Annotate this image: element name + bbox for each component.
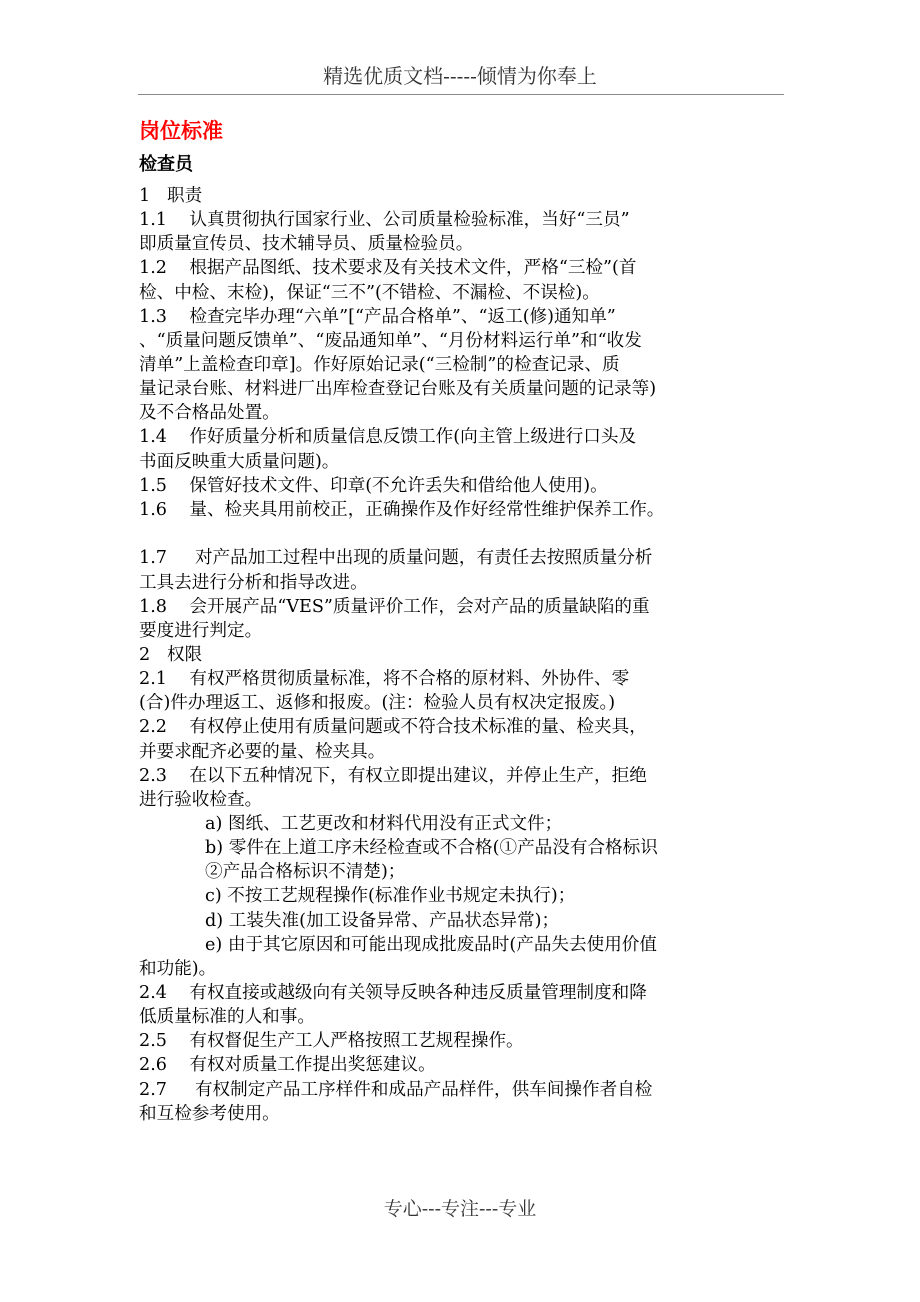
paragraph-line: 1.1 认真贯彻执行国家行业、公司质量检验标准，当好“三员”: [139, 210, 630, 231]
paragraph-line: (合)件办理返工、返修和报废。(注：检验人员有权决定报废。): [139, 693, 616, 714]
paragraph-line: 量记录台账、材料进厂出库检查登记台账及有关质量问题的记录等): [139, 379, 657, 400]
paragraph-line: 并要求配齐必要的量、检夹具。: [139, 741, 386, 762]
document-subtitle: 检查员: [139, 154, 193, 175]
paragraph-line: 1.3 检查完毕办理“六单”[“产品合格单”、“返工(修)通知单”: [139, 306, 616, 327]
paragraph-line: 低质量标准的人和事。: [139, 1007, 315, 1028]
paragraph-line: 工具去进行分析和指导改进。: [139, 572, 368, 593]
paragraph-line: 和互检参考使用。: [139, 1103, 280, 1124]
paragraph-line: 即质量宣传员、技术辅导员、质量检验员。: [139, 234, 474, 255]
blank-line: [139, 522, 784, 547]
page-footer: 专心---专注---专业: [383, 1198, 537, 1220]
paragraph-line: 、“质量问题反馈单”、“废品通知单”、“月份材料运行单”和“收发: [139, 330, 642, 351]
list-item: e) 由于其它原因和可能出现成批废品时(产品失去使用价值: [205, 934, 657, 955]
paragraph-line: 2.1 有权严格贯彻质量标准，将不合格的原材料、外协件、零: [139, 669, 630, 690]
paragraph-line: 1.5 保管好技术文件、印章(不允许丢失和借给他人使用)。: [139, 475, 608, 496]
section-heading-duties: 1 职责: [139, 186, 203, 206]
paragraph-line: 2.7 有权制定产品工序样件和成品产品样件，供车间操作者自检: [139, 1079, 653, 1100]
paragraph-line: 和功能)。: [139, 958, 217, 979]
document-body: [139, 184, 784, 1126]
paragraph-line: 进行验收检查。: [139, 789, 263, 810]
paragraph-line: 检、中检、末检)，保证“三不”(不错检、不漏检、不误检)。: [139, 282, 600, 303]
paragraph-line: 1.6 量、检夹具用前校正，正确操作及作好经常性维护保养工作。: [139, 499, 665, 520]
list-item: c) 不按工艺规程操作(标准作业书规定未执行)；: [205, 886, 576, 907]
paragraph-line: 2.3 在以下五种情况下，有权立即提出建议，并停止生产，拒绝: [139, 765, 647, 786]
paragraph-line: 1.2 根据产品图纸、技术要求及有关技术文件，严格“三检”(首: [139, 258, 637, 279]
paragraph-line: 1.4 作好质量分析和质量信息反馈工作(向主管上级进行口头及: [139, 427, 637, 448]
list-item: d) 工装失准(加工设备异常、产品状态异常)；: [205, 910, 560, 931]
paragraph-line: 书面反映重大质量问题)。: [139, 451, 340, 472]
header-divider: [138, 94, 784, 95]
paragraph-line: 及不合格品处置。: [139, 403, 280, 424]
paragraph-line: 清单”上盖检查印章]。作好原始记录(“三检制”的检查记录、质: [139, 354, 620, 375]
paragraph-line: 要度进行判定。: [139, 620, 263, 641]
paragraph-line: 1.7 对产品加工过程中出现的质量问题，有责任去按照质量分析: [139, 548, 653, 569]
list-item: b) 零件在上道工序未经检查或不合格(①产品没有合格标识: [205, 838, 658, 859]
paragraph-line: 2.2 有权停止使用有质量问题或不符合技术标准的量、检夹具，: [139, 717, 647, 738]
section-heading-authority: 2 权限: [139, 645, 203, 666]
paragraph-line: 2.6 有权对质量工作提出奖惩建议。: [139, 1055, 436, 1076]
page-header: 精选优质文档-----倾情为你奉上: [323, 64, 597, 88]
paragraph-line: 2.4 有权直接或越级向有关领导反映各种违反质量管理制度和降: [139, 983, 647, 1003]
paragraph-line: 1.8 会开展产品“VES”质量评价工作，会对产品的质量缺陷的重: [139, 596, 650, 617]
list-item: ②产品合格标识不清楚)；: [205, 862, 406, 883]
paragraph-line: 2.5 有权督促生产工人严格按照工艺规程操作。: [139, 1031, 524, 1052]
list-item: a) 图纸、工艺更改和材料代用没有正式文件；: [205, 814, 563, 835]
document-title: 岗位标准: [139, 119, 223, 143]
